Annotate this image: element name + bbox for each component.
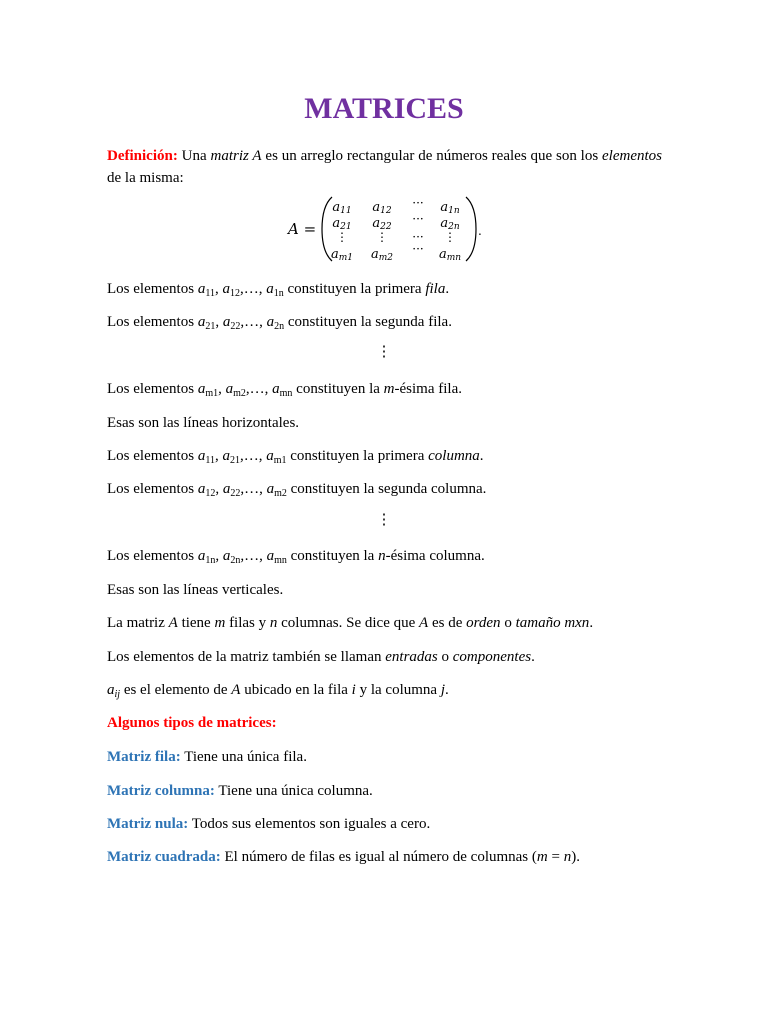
text-coln: Los elementos $a_{1n}$, $a_{2n},\dots$, $a_{mn}$ constituyen la n-ésima columna. (107, 548, 485, 566)
matrix-cell: $a_{12}$ (372, 200, 392, 216)
text-vertical: Esas son las líneas verticales. (107, 582, 284, 598)
type-item-row: Matriz fila: Tiene una única fila. (107, 749, 307, 765)
matrix-vdots: ⋮ (336, 230, 348, 244)
matrix-cell: $a_{1n}$ (440, 200, 460, 216)
matrix-cell: $a_{21}$ (332, 216, 352, 232)
page-title: MATRICES (304, 92, 464, 125)
text-horizontal: Esas son las líneas horizontales. (107, 415, 300, 431)
types-heading: Algunos tipos de matrices: (107, 715, 277, 731)
type-label: Matriz columna: (107, 783, 215, 799)
matrix-period: . (478, 224, 482, 238)
vertical-ellipsis: ⋮ (376, 344, 392, 360)
definition-paragraph: Definición: Una matriz A es un arreglo rectangular de números reales que son los elementos de la misma: (107, 148, 662, 186)
type-label: Matriz nula: (107, 816, 189, 832)
matrix-hdots: ··· (412, 230, 424, 244)
text-entries: Los elementos de la matriz también se llaman entradas o componentes. (107, 649, 535, 665)
text-col2: Los elementos $a_{12}$, $a_{22},\dots$, $a_{m2}$ constituyen la segunda columna. (107, 481, 487, 499)
matrix-hdots: ··· (412, 212, 424, 226)
matrix-A (288, 196, 488, 264)
matrix-cell: $a_{mn}$ (438, 247, 462, 263)
text-col1: Los elementos $a_{11}$, $a_{21},\dots$, $a_{m1}$ constituyen la primera columna. (107, 448, 484, 466)
type-item-column: Matriz columna: Tiene una única columna. (107, 783, 373, 799)
text-order: La matriz A tiene m filas y n columnas. Se dice que A es de orden o tamaño mxn. (107, 615, 594, 631)
type-item-null: Matriz nula: Todos sus elementos son iguales a cero. (107, 816, 431, 832)
type-item-square: Matriz cuadrada: El número de filas es igual al número de columnas (m = n). (107, 849, 580, 865)
matrix-hdots: ··· (412, 196, 424, 210)
text-row2: Los elementos $a_{21}$, $a_{22},\dots$, $a_{2n}$ constituyen la segunda fila. (107, 314, 452, 332)
matrix-cell: $a_{22}$ (372, 216, 392, 232)
definition-label: Definición: (107, 148, 178, 164)
type-label: Matriz cuadrada: (107, 849, 221, 865)
type-label: Matriz fila: (107, 749, 181, 765)
matrix-hdots: ··· (412, 242, 424, 256)
matrix-cell: $a_{2n}$ (440, 216, 460, 232)
matrix-vdots: ⋮ (444, 230, 456, 244)
matrix-vdots: ⋮ (376, 230, 388, 244)
matrix-lhs: A = (288, 220, 317, 238)
matrix-cell: $a_{m1}$ (330, 247, 354, 263)
text-aij: $a_{ij}$ es el elemento de A ubicado en la fila i y la columna j. (107, 682, 449, 700)
matrix-cell: $a_{11}$ (332, 200, 352, 216)
matrix-cell: $a_{m2}$ (370, 247, 394, 263)
text-row1: Los elementos $a_{11}$, $a_{12},\dots$, $a_{1n}$ constituyen la primera fila. (107, 281, 450, 299)
vertical-ellipsis: ⋮ (376, 512, 392, 528)
text-rowm: Los elementos $a_{m1}$, $a_{m2},\dots$, $a_{mn}$ constituyen la m-ésima fila. (107, 381, 462, 399)
